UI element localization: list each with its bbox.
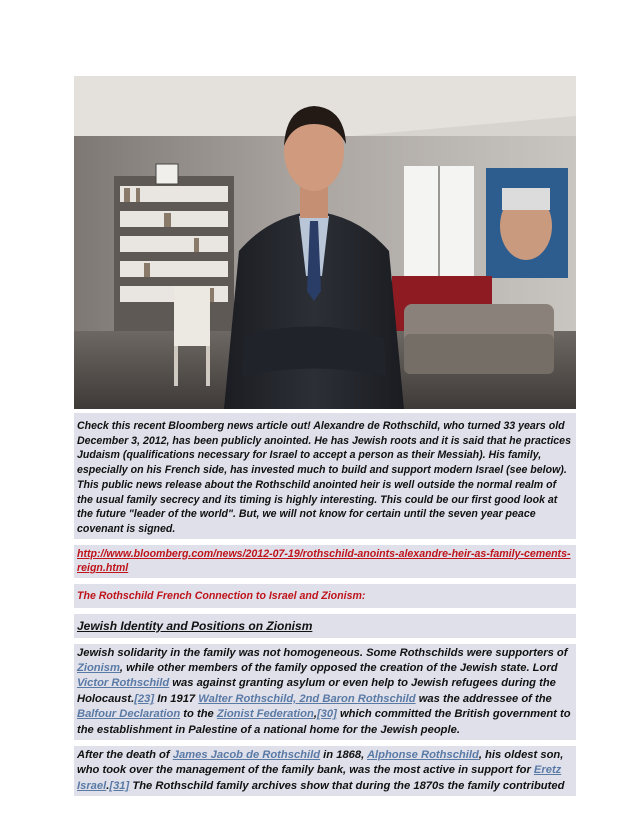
para2-text-2: in 1868, xyxy=(320,749,367,762)
paragraph-zionism-solidarity xyxy=(74,644,576,740)
link-balfour-declaration[interactable]: Balfour Declaration xyxy=(77,708,181,721)
article-link[interactable] xyxy=(74,545,576,578)
para2-text-4: . xyxy=(106,779,110,792)
intro-paragraph: Check this recent Bloomberg news article out! Alexandre de Rothschild, who turned 33 years old December 3, 2012, has been publicly anointed. He has Jewish roots and it is said that he practices Judaism (qualifications necessary for Israel to accept a person as their Messiah). His family, especially on his French side, has invested much to build and support modern Israel (see below). This public news release about the Rothschild anointed heir is well outside the normal realm of the usual family secrecy and its timing is highly interesting. This could be our first good look at the future "leader of the world". But, we will not know for certain until the seven year peace covenant is signed. xyxy=(74,413,576,539)
link-james-jacob-de-rothschild[interactable]: James Jacob de Rothschild xyxy=(172,749,321,762)
para2-text-1: After the death of xyxy=(77,749,173,762)
article-body xyxy=(74,413,576,802)
article-link-text[interactable]: http://www.bloomberg.com/news/2012-07-19/rothschild-anoints-alexandre-heir-as-family-cements-reign.html xyxy=(77,547,571,575)
article-photo xyxy=(74,76,576,409)
red-heading: The Rothschild French Connection to Israel and Zionism: xyxy=(74,584,576,608)
para1-text-6: to the xyxy=(180,708,217,721)
para2-text-5: The Rothschild family archives show that during the 1870s the family contributed xyxy=(129,779,565,792)
para1-text-1: Jewish solidarity in the family was not homogeneous. Some Rothschilds were supporters of xyxy=(77,646,568,659)
para1-text-5: was the addressee of the xyxy=(415,692,552,705)
section-title: Jewish Identity and Positions on Zionism xyxy=(74,614,576,638)
link-alphonse-rothschild[interactable]: Alphonse Rothschild xyxy=(366,749,479,762)
link-zionist-federation[interactable]: Zionist Federation xyxy=(216,708,314,721)
portrait-photo-illustration xyxy=(74,76,576,409)
para1-text-7: , xyxy=(313,708,317,721)
para1-text-4: In 1917 xyxy=(154,692,199,705)
citation-31[interactable]: [31] xyxy=(109,779,130,792)
para1-text-8: which committed the British government to the establishment in Palestine of a national home for the Jewish people. xyxy=(77,708,571,736)
link-zionism[interactable]: Zionism xyxy=(77,662,120,675)
citation-30[interactable]: [30] xyxy=(316,708,337,721)
para1-text-2: , while other members of the family opposed the creation of the Jewish state. Lord xyxy=(119,662,558,675)
para1-text-3: was against granting asylum or even help to Jewish refugees during the Holocaust. xyxy=(77,677,556,705)
link-walter-rothschild[interactable]: Walter Rothschild, 2nd Baron Rothschild xyxy=(198,692,416,705)
citation-23[interactable]: [23] xyxy=(134,692,155,705)
link-victor-rothschild[interactable]: Victor Rothschild xyxy=(77,677,170,690)
paragraph-alphonse-rothschild xyxy=(74,746,576,796)
link-eretz-israel[interactable]: Eretz Israel xyxy=(77,764,562,792)
para2-text-3: , his oldest son, who took over the management of the family bank, was the most active in support for xyxy=(77,749,564,777)
